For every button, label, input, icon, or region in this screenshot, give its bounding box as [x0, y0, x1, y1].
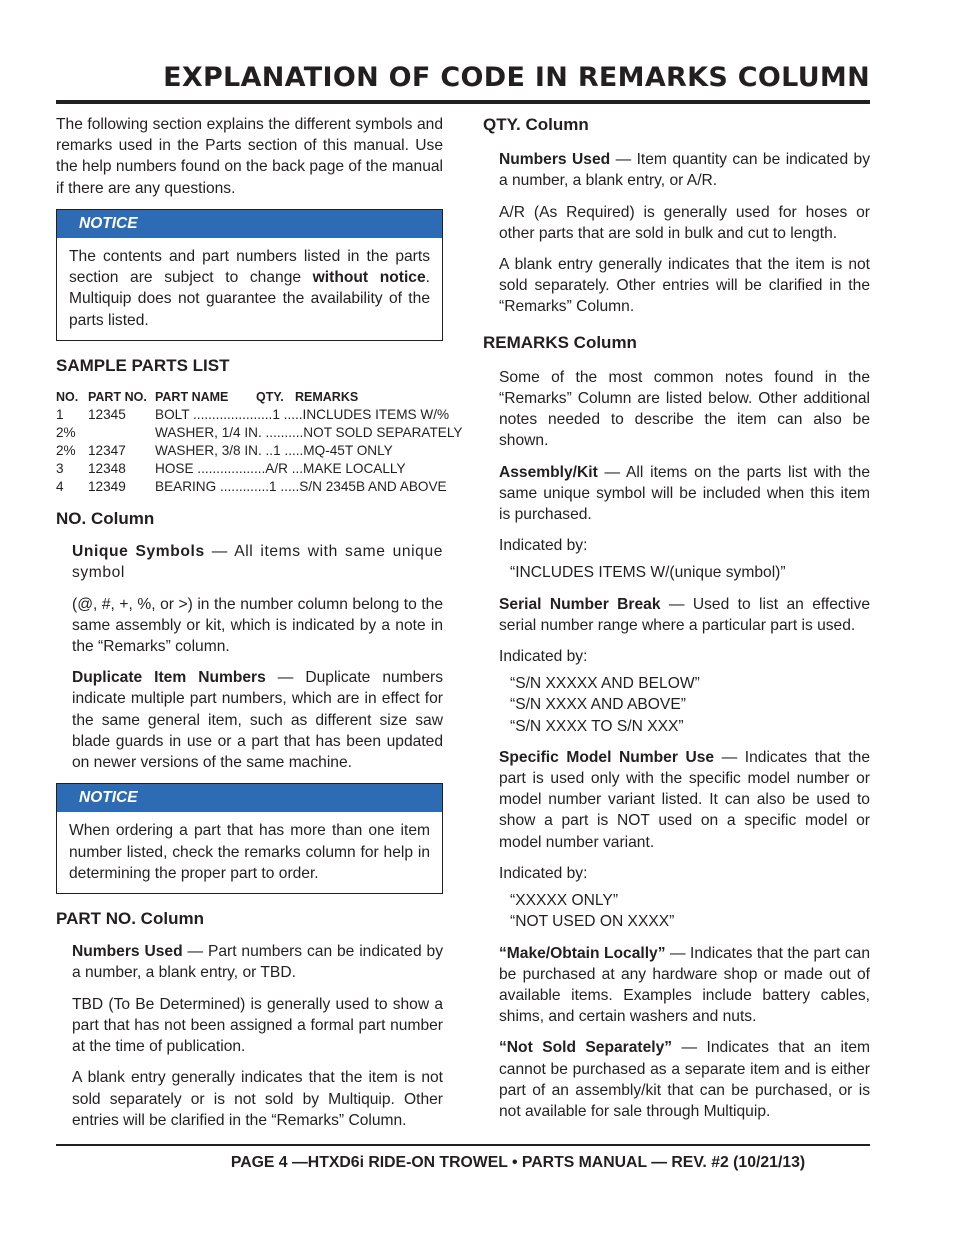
ar-paragraph: A/R (As Required) is generally used for hoses or other parts that are sold in bulk and cut to length.	[499, 203, 870, 242]
title-divider	[56, 100, 870, 104]
footer-divider	[56, 1144, 870, 1146]
table-row: 1 12345 BOLT .....................1 .....INCLUDES ITEMS W/%	[56, 407, 450, 423]
list-item: “S/N XXXX AND ABOVE”	[510, 696, 686, 714]
indicated-by-label: Indicated by:	[499, 537, 588, 555]
list-item: “XXXXX ONLY”	[510, 892, 619, 910]
notice-box-2	[56, 783, 443, 894]
indicated-by-label: Indicated by:	[499, 864, 588, 882]
unique-symbols-paragraph: Unique Symbols — All items with same unique symbol	[72, 543, 443, 582]
notice-box-1	[56, 209, 443, 341]
left-column	[56, 114, 463, 1141]
serial-examples	[510, 673, 870, 737]
parts-list-header: NO. PART NO. PART NAME QTY. REMARKS	[56, 390, 359, 405]
no-column-heading: NO. Column	[56, 509, 155, 529]
notice-text: The contents and part numbers listed in the parts section are subject to change without notice. Multiquip does not guarantee the availability of the parts listed.	[69, 248, 430, 329]
part-numbers-used-paragraph: Numbers Used — Part numbers can be indicated by a number, a blank entry, or TBD.	[72, 943, 443, 982]
sample-parts-heading: SAMPLE PARTS LIST	[56, 355, 230, 375]
remarks-column-heading: REMARKS Column	[483, 332, 637, 352]
list-item: “NOT USED ON XXXX”	[510, 913, 675, 931]
part-blank-paragraph: A blank entry generally indicates that the item is not sold separately or is not sold by Multiquip. Other entries will be clarified in the “Remarks” Column.	[72, 1069, 443, 1129]
list-item: “S/N XXXXX AND BELOW”	[510, 675, 700, 693]
table-row: 2% WASHER, 1/4 IN. ..........NOT SOLD SEPARATELY	[56, 425, 463, 441]
assembly-kit-paragraph: Assembly/Kit — All items on the parts list with the same unique symbol will be included when this item is purchased.	[499, 463, 870, 524]
qty-blank-paragraph: A blank entry generally indicates that the item is not sold separately. Other entries will be clarified in the “Remarks” Column.	[499, 256, 870, 316]
page-title: EXPLANATION OF CODE IN REMARKS COLUMN	[163, 62, 870, 93]
kit-example: “INCLUDES ITEMS W/(unique symbol)”	[510, 564, 786, 582]
notice-label: NOTICE	[57, 210, 442, 238]
qty-column-heading: QTY. Column	[483, 115, 589, 134]
right-column	[483, 114, 870, 1132]
notice-label: NOTICE	[57, 784, 442, 812]
model-examples	[510, 890, 870, 932]
intro-paragraph: The following section explains the different symbols and remarks used in the Parts section of this manual. Use the help numbers found on the back page of the manual if there are any questions.	[56, 116, 443, 197]
not-sold-separately-paragraph: “Not Sold Separately” — Indicates that an item cannot be purchased as a separate item and is either part of an assembly/kit that can be purchased, or is not available for sale through Multiquip.	[499, 1039, 871, 1120]
table-row: 3 12348 HOSE ..................A/R ...MAKE LOCALLY	[56, 461, 406, 477]
duplicate-items-paragraph: Duplicate Item Numbers — Duplicate numbers indicate multiple part numbers, which are in effect for the same general item, such as different size saw blade guards in use or a part that has been updated on newer versions of the same machine.	[72, 669, 443, 772]
make-locally-paragraph: “Make/Obtain Locally” — Indicates that the part can be purchased at any hardware shop or made out of available items. Examples include battery cables, shims, and certain washers and nuts.	[499, 944, 870, 1026]
notice-text: When ordering a part that has more than one item number listed, check the remarks column for help in determining the proper part to order.	[69, 822, 430, 882]
list-item: “S/N XXXX TO S/N XXX”	[510, 717, 684, 735]
model-number-paragraph: Specific Model Number Use — Indicates that the part is used only with the specific model number or model number variant listed. It can also be used to show a part is NOT used on a specific model or model number variant.	[499, 748, 870, 851]
tbd-paragraph: TBD (To Be Determined) is generally used to show a part that has not been assigned a formal part number at the time of publication.	[72, 995, 443, 1056]
qty-numbers-used-paragraph: Numbers Used — Item quantity can be indicated by a number, a blank entry, or A/R.	[499, 151, 870, 190]
remarks-intro-paragraph: Some of the most common notes found in the “Remarks” Column are listed below. Other additional notes needed to describe the item can also be shown.	[499, 368, 870, 450]
page-footer: PAGE 4 —HTXD6i RIDE-ON TROWEL • PARTS MANUAL — REV. #2 (10/21/13)	[230, 1154, 806, 1171]
sample-parts-list	[56, 388, 463, 496]
unique-symbols-detail: (@, #, +, %, or >) in the number column belong to the same assembly or kit, which is indicated by a note in the “Remarks” column.	[72, 595, 443, 656]
part-no-column-heading: PART NO. Column	[56, 909, 204, 929]
indicated-by-label: Indicated by:	[499, 648, 588, 666]
table-row: 4 12349 BEARING .............1 .....S/N 2345B AND ABOVE	[56, 479, 447, 495]
serial-number-paragraph: Serial Number Break — Used to list an effective serial number range where a particular part is used.	[499, 595, 870, 634]
table-row: 2% 12347 WASHER, 3/8 IN. ..1 .....MQ-45T ONLY	[56, 443, 393, 459]
